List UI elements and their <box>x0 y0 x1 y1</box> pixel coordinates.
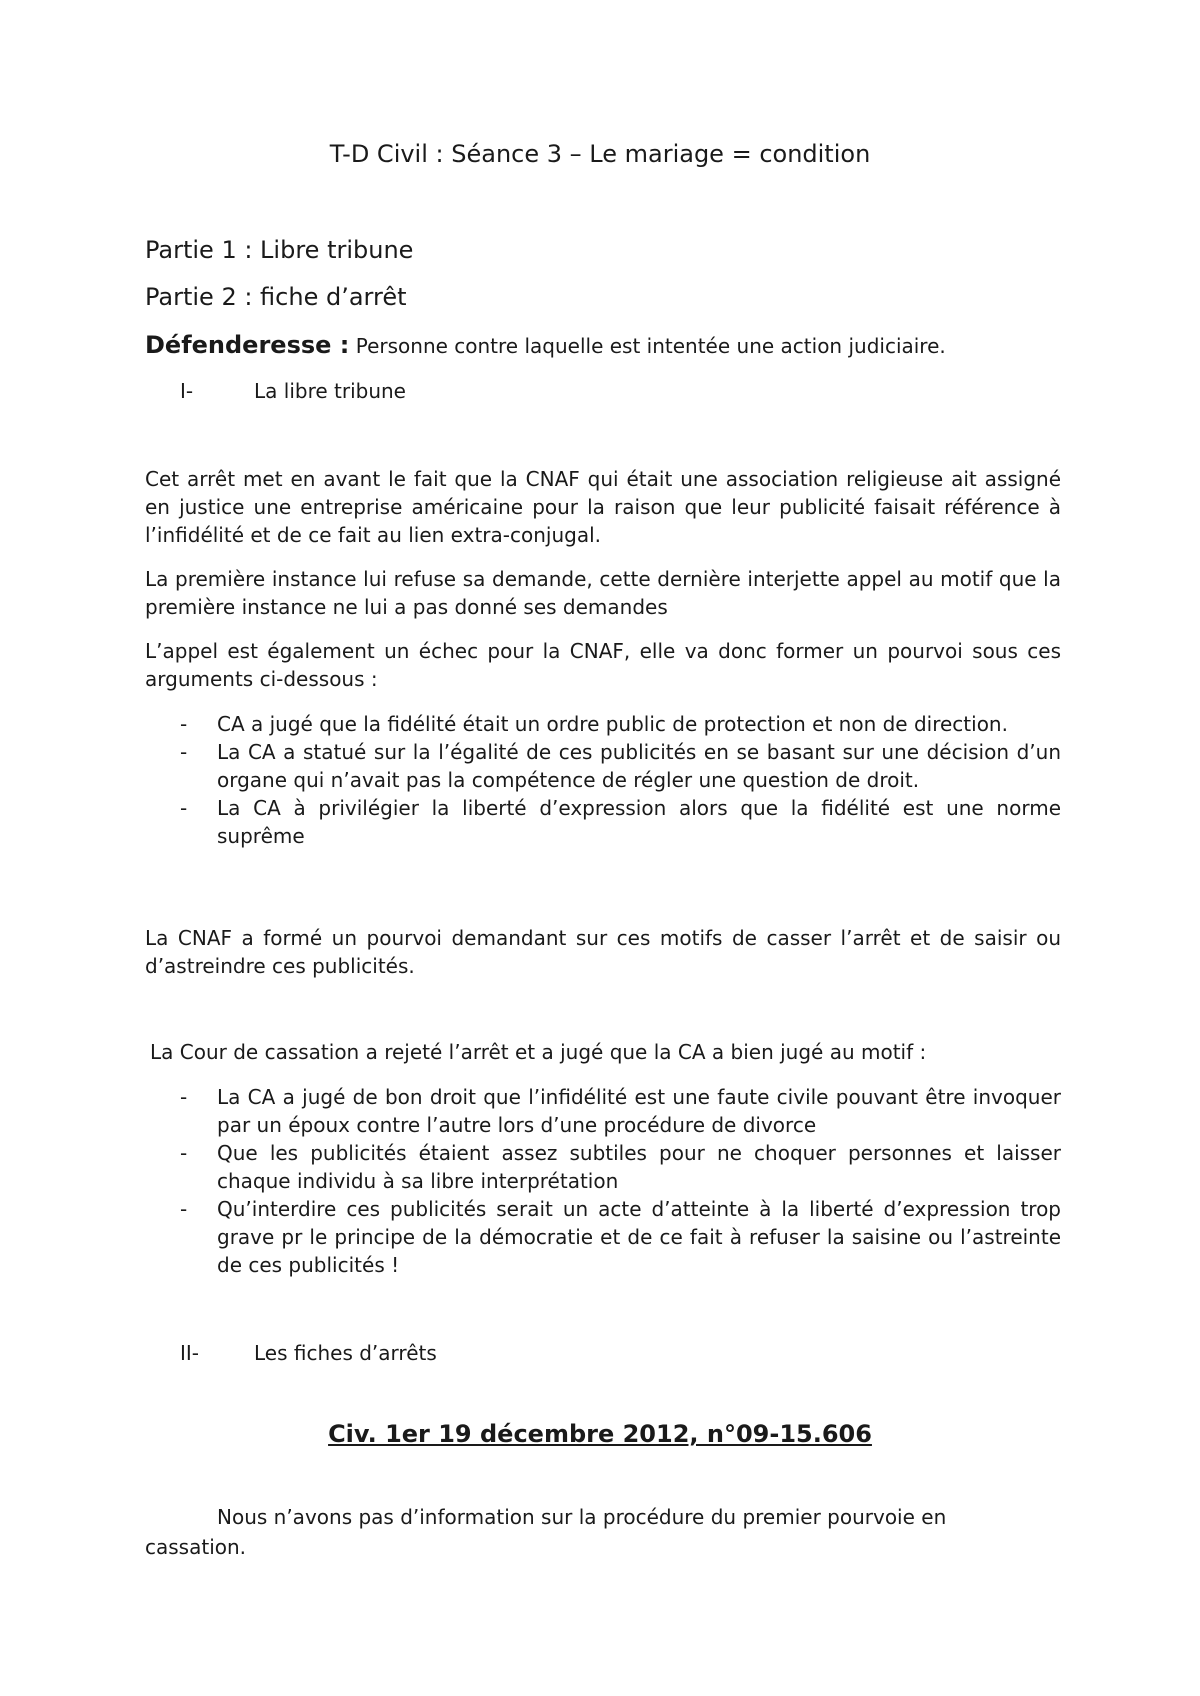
list-item <box>180 1195 1061 1279</box>
list-item <box>180 794 1061 850</box>
section-1-heading <box>180 379 406 403</box>
list-item-text: La CA a jugé de bon droit que l’infidélité est une faute civile pouvant être invoquer par un époux contre l’autre lors d’une procédure de divorce <box>217 1085 1061 1137</box>
paragraph-premiere-instance: La première instance lui refuse sa demande, cette dernière interjette appel au motif que la première instance ne lui a pas donné ses demandes <box>145 567 1061 619</box>
list-item <box>180 710 1061 738</box>
section-2-number: II- <box>180 1341 200 1365</box>
definition-line <box>145 331 946 359</box>
list-item <box>180 1139 1061 1195</box>
list-item-text: Qu’interdire ces publicités serait un acte d’atteinte à la liberté d’expression trop grave pr le principe de la démocratie et de ce fait à refuser la saisine ou l’astreinte de ces publicités ! <box>217 1197 1061 1277</box>
definition-text: Personne contre laquelle est intentée une action judiciaire. <box>349 334 946 358</box>
section-2-label: Les fiches d’arrêts <box>254 1341 437 1365</box>
list-item-text: Que les publicités étaient assez subtiles pour ne choquer personnes et laisser chaque individu à sa libre interprétation <box>217 1141 1061 1193</box>
bullet-list-motifs <box>180 1083 1061 1279</box>
list-item-text: La CA à privilégier la liberté d’expression alors que la fidélité est une norme suprême <box>217 796 1061 848</box>
bullet-list-arguments <box>180 710 1061 850</box>
paragraph-procedure-line-2: cassation. <box>145 1535 247 1559</box>
paragraph-intro: Cet arrêt met en avant le fait que la CNAF qui était une association religieuse ait assigné en justice une entreprise américaine pour la raison que leur publicité faisait référence à l’infidélité et de ce fait au lien extra-conjugal. <box>145 467 1061 547</box>
section-1-label: La libre tribune <box>254 379 406 403</box>
list-item <box>180 738 1061 794</box>
partie-2-heading: Partie 2 : fiche d’arrêt <box>145 283 407 311</box>
paragraph-procedure-line-1: Nous n’avons pas d’information sur la procédure du premier pourvoie en <box>217 1505 947 1529</box>
paragraph-appel: L’appel est également un échec pour la CNAF, elle va donc former un pourvoi sous ces arguments ci-dessous : <box>145 639 1061 691</box>
paragraph-procedure <box>145 1502 1061 1562</box>
list-item-text: La CA a statué sur la l’égalité de ces publicités en se basant sur une décision d’un organe qui n’avait pas la compétence de régler une question de droit. <box>217 740 1061 792</box>
section-2-heading <box>180 1341 437 1365</box>
list-item-text: CA a jugé que la fidélité était un ordre public de protection et non de direction. <box>217 712 1008 736</box>
partie-1-heading: Partie 1 : Libre tribune <box>145 236 414 264</box>
paragraph-pourvoi: La CNAF a formé un pourvoi demandant sur ces motifs de casser l’arrêt et de saisir ou d’astreindre ces publicités. <box>145 926 1061 978</box>
document-title: T-D Civil : Séance 3 – Le mariage = condition <box>329 140 871 168</box>
bullet-dash: - <box>180 740 188 764</box>
bullet-dash: - <box>180 712 188 736</box>
bullet-dash: - <box>180 1197 188 1221</box>
paragraph-cour-de-cassation: La Cour de cassation a rejeté l’arrêt et a jugé que la CA a bien jugé au motif : <box>150 1040 927 1064</box>
section-1-number: I- <box>180 379 194 403</box>
list-item <box>180 1083 1061 1139</box>
bullet-dash: - <box>180 1141 188 1165</box>
bullet-dash: - <box>180 1085 188 1109</box>
bullet-dash: - <box>180 796 188 820</box>
definition-term: Défenderesse : <box>145 331 350 359</box>
arret-title: Civ. 1er 19 décembre 2012, n°09-15.606 <box>328 1420 872 1448</box>
